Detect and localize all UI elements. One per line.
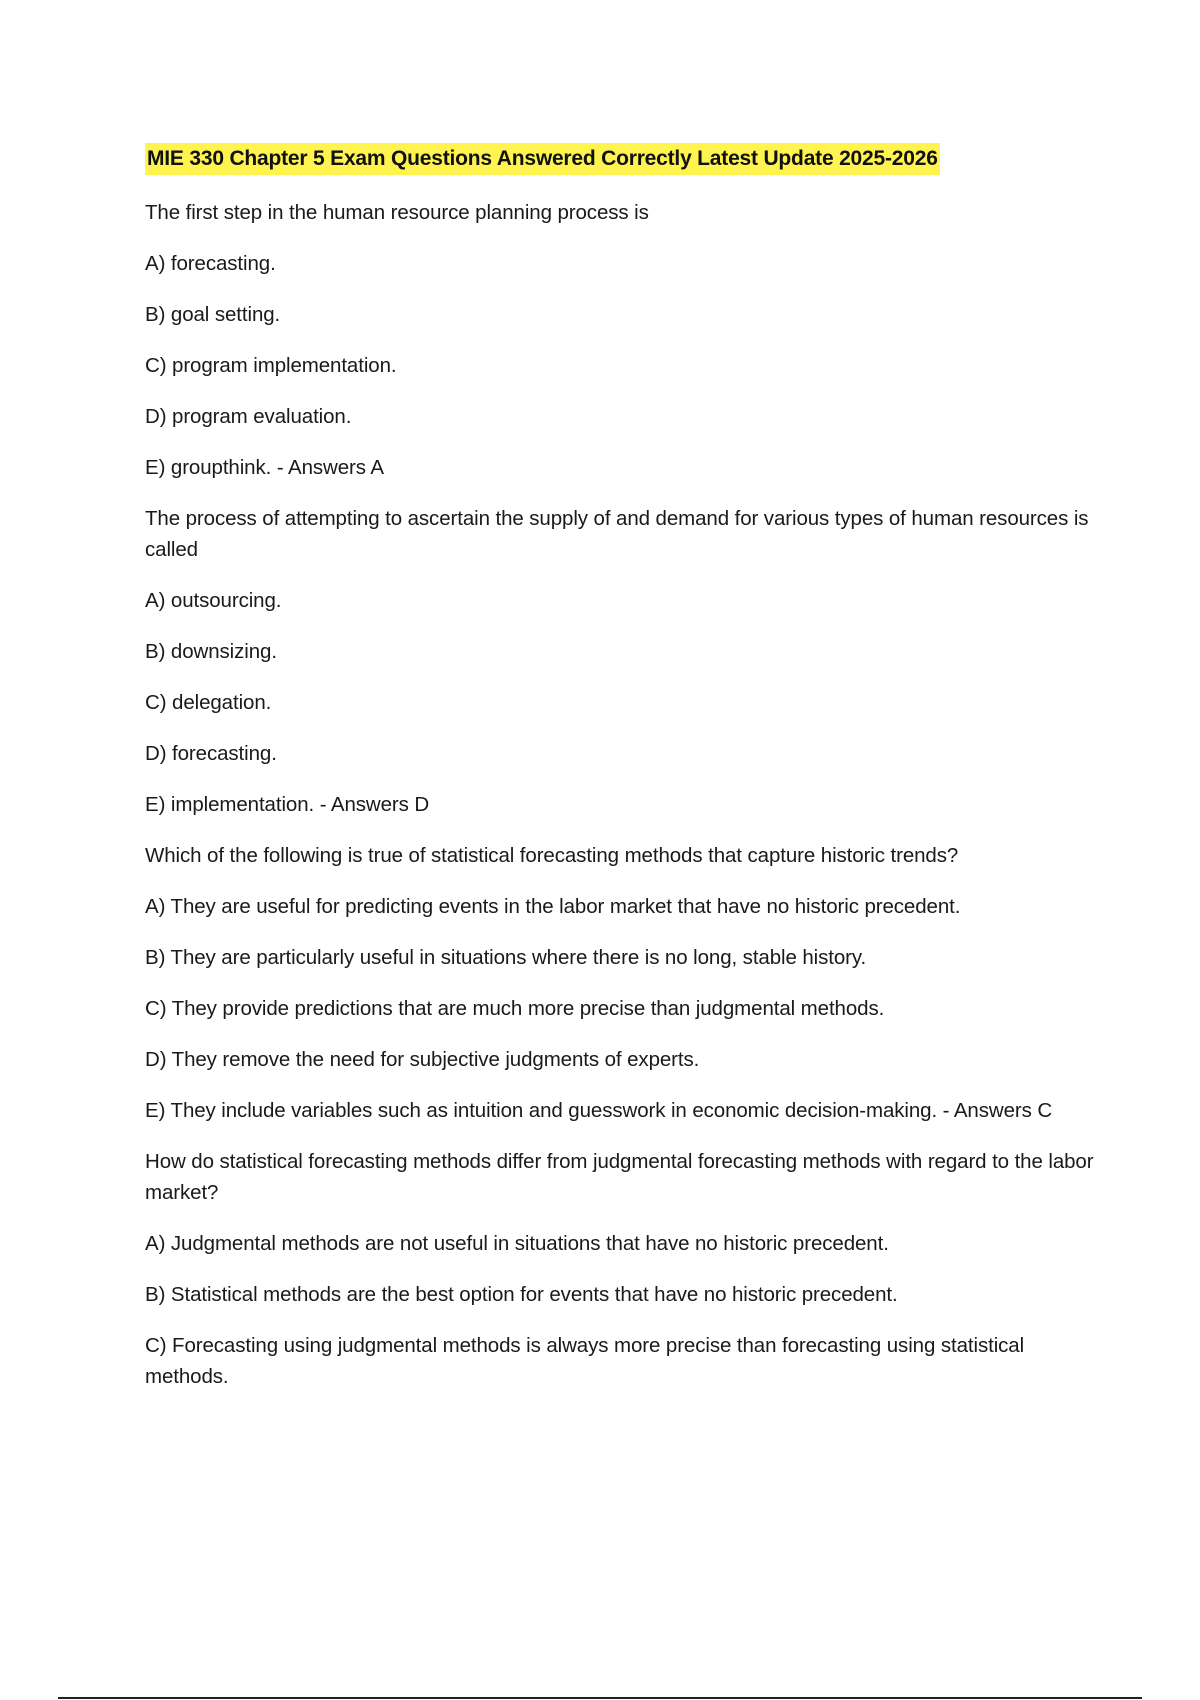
question-1-stem: The first step in the human resource planning process is bbox=[145, 201, 649, 224]
question-2-option-a: A) outsourcing. bbox=[145, 589, 282, 612]
title-line bbox=[145, 143, 1095, 175]
question-2-option-d: D) forecasting. bbox=[145, 742, 277, 765]
question-1-option-d: D) program evaluation. bbox=[145, 405, 352, 428]
question-3-option-a: A) They are useful for predicting events in the labor market that have no historic precedent. bbox=[145, 895, 961, 918]
question-4-option-c: C) Forecasting using judgmental methods is always more precise than forecasting using statistical methods. bbox=[145, 1334, 1025, 1388]
question-1-option-e-answer: E) groupthink. - Answers A bbox=[145, 456, 384, 479]
question-4-stem: How do statistical forecasting methods differ from judgmental forecasting methods with regard to the labor market? bbox=[145, 1150, 1094, 1204]
question-3-option-d: D) They remove the need for subjective judgments of experts. bbox=[145, 1048, 700, 1071]
question-2-option-e-answer: E) implementation. - Answers D bbox=[145, 793, 430, 816]
document-title: MIE 330 Chapter 5 Exam Questions Answered Correctly Latest Update 2025-2026 bbox=[145, 143, 940, 175]
question-3-option-b: B) They are particularly useful in situations where there is no long, stable history. bbox=[145, 946, 867, 969]
question-4-option-a: A) Judgmental methods are not useful in situations that have no historic precedent. bbox=[145, 1232, 889, 1255]
question-2-option-b: B) downsizing. bbox=[145, 640, 277, 663]
document-page bbox=[145, 143, 1095, 1412]
question-3-stem: Which of the following is true of statistical forecasting methods that capture historic trends? bbox=[145, 844, 959, 867]
question-1-option-c: C) program implementation. bbox=[145, 354, 397, 377]
question-3-option-e-answer: E) They include variables such as intuition and guesswork in economic decision-making. - Answers C bbox=[145, 1099, 1053, 1122]
footer-divider bbox=[58, 1697, 1142, 1699]
question-2-option-c: C) delegation. bbox=[145, 691, 272, 714]
question-1-option-a: A) forecasting. bbox=[145, 252, 276, 275]
question-2-stem: The process of attempting to ascertain the supply of and demand for various types of human resources is called bbox=[145, 507, 1089, 561]
question-4-option-b: B) Statistical methods are the best option for events that have no historic precedent. bbox=[145, 1283, 898, 1306]
question-3-option-c: C) They provide predictions that are much more precise than judgmental methods. bbox=[145, 997, 885, 1020]
question-1-option-b: B) goal setting. bbox=[145, 303, 281, 326]
